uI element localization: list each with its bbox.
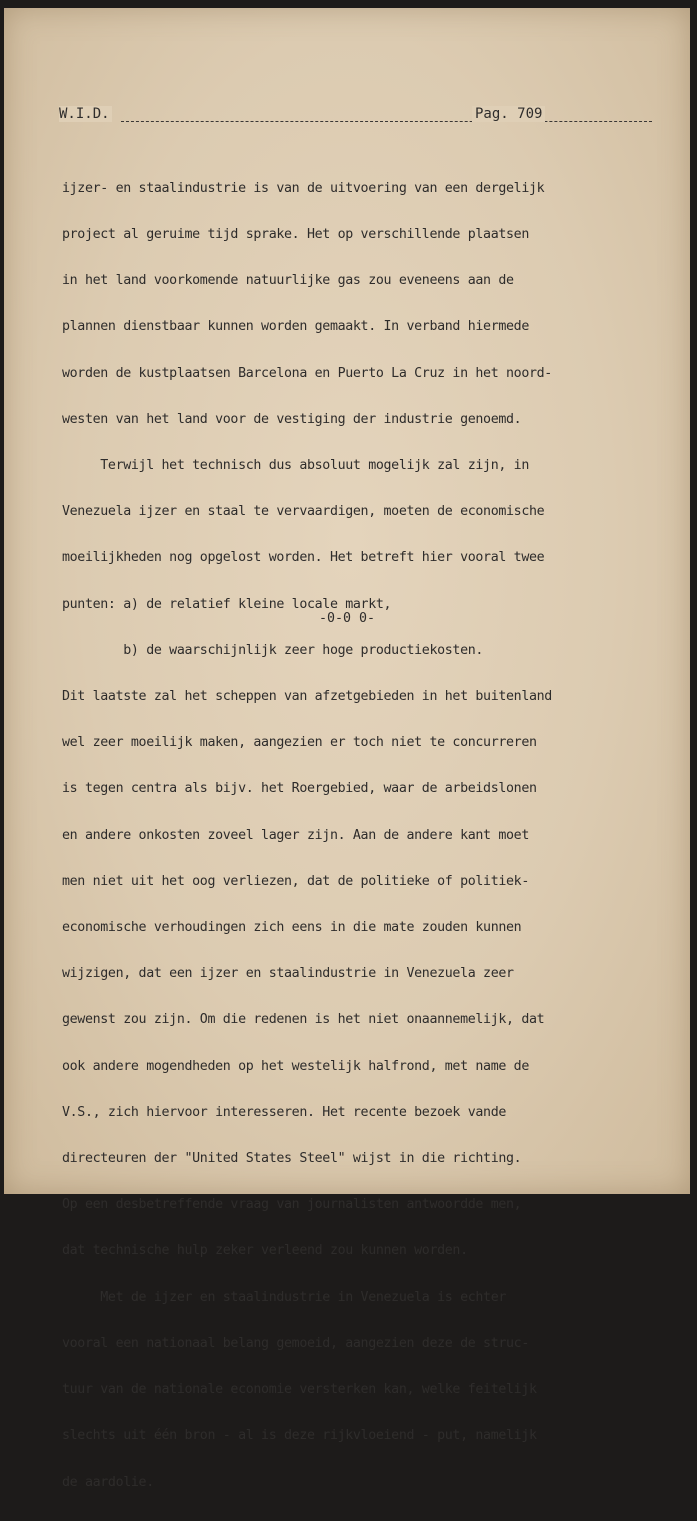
text-line: is tegen centra als bijv. het Roergebied, waar de arbeidslonen bbox=[62, 781, 537, 797]
text-line: b) de waarschijnlijk zeer hoge productiekosten. bbox=[62, 642, 484, 658]
text-line: in het land voorkomende natuurlijke gas zou eveneens aan de bbox=[62, 273, 514, 289]
body-text bbox=[62, 150, 662, 1521]
text-line: de aardolie. bbox=[62, 1474, 154, 1490]
page-header bbox=[59, 106, 652, 128]
page-number: Pag. 709 bbox=[472, 106, 545, 122]
text-line: economische verhoudingen zich eens in die mate zouden kunnen bbox=[62, 920, 522, 936]
text-line: tuur van de nationale economie versterken kan, welke feitelijk bbox=[62, 1382, 537, 1398]
text-line: Op een desbetreffende vraag van journalisten antwoordde men, bbox=[62, 1197, 522, 1213]
text-line: Dit laatste zal het scheppen van afzetgebieden in het buitenland bbox=[62, 689, 552, 705]
text-line: plannen dienstbaar kunnen worden gemaakt. In verband hiermede bbox=[62, 319, 529, 335]
document-page bbox=[4, 8, 690, 1490]
text-line: ook andere mogendheden op het westelijk halfrond, met name de bbox=[62, 1058, 529, 1074]
text-line: Met de ijzer en staalindustrie in Venezuela is echter bbox=[62, 1289, 507, 1305]
text-line: moeilijkheden nog opgelost worden. Het betreft hier vooral twee bbox=[62, 550, 545, 566]
text-line: en andere onkosten zoveel lager zijn. Aan de andere kant moet bbox=[62, 827, 529, 843]
text-line: vooral een nationaal belang gemoeid, aangezien deze de struc- bbox=[62, 1335, 529, 1351]
header-rule bbox=[121, 121, 652, 122]
text-line: men niet uit het oog verliezen, dat de politieke of politiek- bbox=[62, 873, 529, 889]
text-line: directeuren der "United States Steel" wijst in die richting. bbox=[62, 1151, 522, 1167]
end-mark: -0-0 0- bbox=[318, 611, 376, 626]
text-line: worden de kustplaatsen Barcelona en Puerto La Cruz in het noord- bbox=[62, 365, 552, 381]
header-source: W.I.D. bbox=[59, 106, 110, 122]
text-line: gewenst zou zijn. Om die redenen is het niet onaannemelijk, dat bbox=[62, 1012, 545, 1028]
text-line: Venezuela ijzer en staal te vervaardigen, moeten de economische bbox=[62, 504, 545, 520]
text-line: punten: a) de relatief kleine locale markt, bbox=[62, 596, 392, 612]
text-line: project al geruime tijd sprake. Het op verschillende plaatsen bbox=[62, 227, 529, 243]
text-line: V.S., zich hiervoor interesseren. Het recente bezoek vande bbox=[62, 1104, 507, 1120]
text-line: wijzigen, dat een ijzer en staalindustrie in Venezuela zeer bbox=[62, 966, 514, 982]
text-line: westen van het land voor de vestiging der industrie genoemd. bbox=[62, 411, 522, 427]
text-line: dat technische hulp zeker verleend zou kunnen worden. bbox=[62, 1243, 468, 1259]
text-line: wel zeer moeilijk maken, aangezien er toch niet te concurreren bbox=[62, 735, 537, 751]
text-line: ijzer- en staalindustrie is van de uitvoering van een dergelijk bbox=[62, 180, 545, 196]
text-line: Terwijl het technisch dus absoluut mogelijk zal zijn, in bbox=[62, 458, 529, 474]
text-line: slechts uit één bron - al is deze rijkvloeiend - put, namelijk bbox=[62, 1428, 537, 1444]
